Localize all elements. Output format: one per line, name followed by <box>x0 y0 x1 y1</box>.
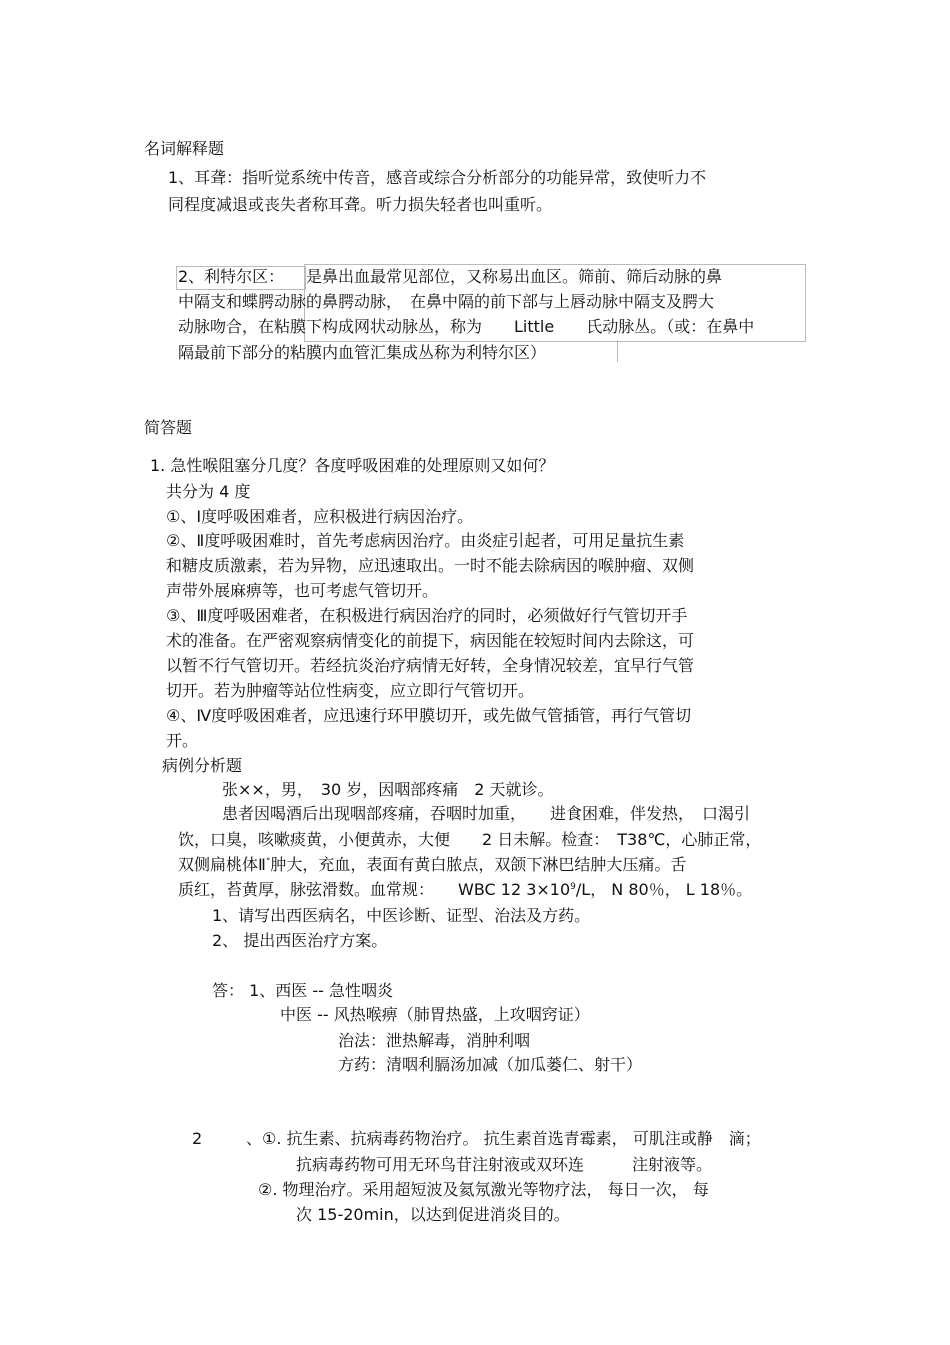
question-1: 1. 急性喉阻塞分几度？各度呼吸困难的处理原则又如何？ <box>150 456 555 475</box>
degree-mark: ° <box>265 857 271 867</box>
answer-line: 共分为 4 度 <box>166 482 251 501</box>
answer-item-2-line: ②. 物理治疗。采用超短波及氦氖激光等物疗法， 每日一次， 每 <box>258 1180 709 1199</box>
definition-2-line: 隔最前下部分的粘膜内血管汇集成丛称为利特尔区） <box>178 343 547 362</box>
case-line: 饮，口臭，咳嗽痰黄，小便黄赤，大便 2 日未解。检查： T38℃，心肺正常， <box>178 830 762 849</box>
section-heading-case: 病例分析题 <box>162 756 243 775</box>
answer-line: 切开。若为肿瘤等站位性病变，应立即行气管切开。 <box>166 681 535 700</box>
answer-item-2-line: 次 15-20min，以达到促进消炎目的。 <box>296 1205 570 1224</box>
definition-2-term: 2、利特尔区： <box>178 267 285 286</box>
answer-line: 和糖皮质激素，若为异物，应迅速取出。一时不能去除病因的喉肿瘤、双侧 <box>166 556 695 575</box>
case-text: 肿大，充血，表面有黄白脓点，双颌下淋巴结肿大压痛。舌 <box>270 855 687 874</box>
frame-line <box>617 340 618 362</box>
answer-item-2-line: 、①. 抗生素、抗病毒药物治疗。 抗生素首选青霉素， 可肌注或静 滴； <box>246 1129 761 1148</box>
definition-1-line: 1、耳聋：指听觉系统中传音，感音或综合分析部分的功能异常，致使听力不 <box>168 168 707 187</box>
answer-line: ②、Ⅱ度呼吸困难时，首先考虑病因治疗。由炎症引起者，可用足量抗生素 <box>166 531 685 550</box>
answer-line: ④、Ⅳ度呼吸困难者，应迅速行环甲膜切开，或先做气管插管，再行气管切 <box>166 706 692 725</box>
case-line: 张××，男， 30 岁，因咽部疼痛 2 天就诊。 <box>222 780 554 799</box>
case-question-1: 1、请写出西医病名，中医诊断、证型、治法及方药。 <box>212 906 591 925</box>
section-heading-definitions: 名词解释题 <box>144 139 225 158</box>
answer-line: ①、Ⅰ度呼吸困难者，应积极进行病因治疗。 <box>166 507 474 526</box>
answer-line: 以暂不行气管切开。若经抗炎治疗病情无好转，全身情况较差，宜早行气管 <box>166 656 695 675</box>
answer-item-2-number: 2 <box>192 1129 203 1148</box>
case-question-2: 2、 提出西医治疗方案。 <box>212 931 388 950</box>
answer-line: 治法：泄热解毒，消肿利咽 <box>338 1031 531 1050</box>
section-heading-short-answer: 简答题 <box>144 418 193 437</box>
answer-line: 中医 -- 风热喉痹（肺胃热盛，上攻咽窍证） <box>280 1005 590 1024</box>
answer-line: 术的准备。在严密观察病情变化的前提下，病因能在较短时间内去除这，可 <box>166 631 695 650</box>
case-line <box>178 879 752 901</box>
case-text: /L， N 80％， L 18％。 <box>575 880 753 899</box>
definition-2-line: 是鼻出血最常见部位，又称易出血区。筛前、筛后动脉的鼻 <box>306 267 723 286</box>
exponent: 9 <box>570 882 576 892</box>
case-text: 质红，苔黄厚，脉弦滑数。血常规： WBC 12 3×10 <box>178 880 571 899</box>
answer-line: 开。 <box>166 731 199 750</box>
answer-line: 方药：清咽利膈汤加减（加瓜蒌仁、射干） <box>338 1055 643 1074</box>
definition-1-line: 同程度减退或丧失者称耳聋。听力损失轻者也叫重听。 <box>168 195 553 214</box>
answer-line: 声带外展麻痹等，也可考虑气管切开。 <box>166 581 439 600</box>
case-text: 双侧扁桃体Ⅱ <box>178 855 266 874</box>
answer-item-2-line: 抗病毒药物可用无环鸟苷注射液或双环连 注射液等。 <box>296 1155 713 1174</box>
definition-2-line: 中隔支和蝶腭动脉的鼻腭动脉， 在鼻中隔的前下部与上唇动脉中隔支及腭大 <box>178 292 715 311</box>
case-line: 患者因喝酒后出现咽部疼痛，吞咽时加重， 进食困难，伴发热， 口渴引 <box>222 804 751 823</box>
definition-2-line: 动脉吻合，在粘膜下构成网状动脉丛，称为 Little 氏动脉丛。（或：在鼻中 <box>178 317 755 336</box>
answer-line: ③、Ⅲ度呼吸困难者，在积极进行病因治疗的同时，必须做好行气管切开手 <box>166 606 688 625</box>
case-line <box>178 854 686 876</box>
answer-line: 答： 1、西医 -- 急性咽炎 <box>212 981 393 1000</box>
